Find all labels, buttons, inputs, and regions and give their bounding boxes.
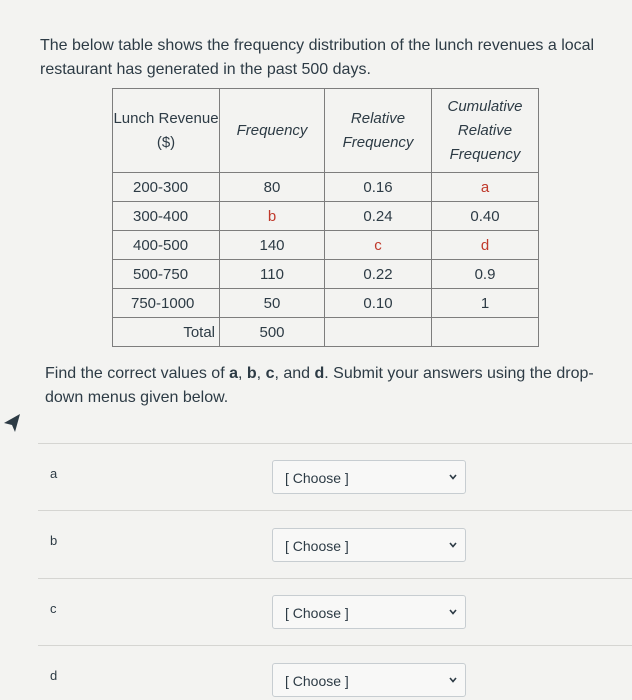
cell-frequency-b: b: [220, 202, 325, 231]
table-row: [113, 202, 539, 231]
table-row: [113, 260, 539, 289]
cell-range: 300-400: [113, 202, 220, 231]
cell-relative: 0.10: [325, 289, 432, 318]
var-a: a: [229, 365, 238, 382]
cell-range: 400-500: [113, 231, 220, 260]
intro-text: The below table shows the frequency distribution of the lunch revenues a local restaurant has generated in the past 500 days.: [40, 37, 595, 78]
dropdown-value: [ Choose ]: [285, 605, 349, 621]
cell-total-value: 500: [220, 318, 325, 347]
cell-cumulative: 0.9: [432, 260, 539, 289]
instructions-sep: ,: [256, 365, 266, 382]
frequency-table: [112, 88, 539, 347]
header-cum-line3: Frequency: [449, 145, 521, 163]
question-label-d: d: [50, 668, 58, 683]
table-row: [113, 231, 539, 260]
header-rel-line2: Frequency: [342, 133, 414, 151]
cell-range: 500-750: [113, 260, 220, 289]
header-revenue-line2: ($): [156, 133, 176, 151]
cell-frequency: 50: [220, 289, 325, 318]
cell-frequency: 80: [220, 173, 325, 202]
header-relative-frequency: [325, 89, 432, 173]
table-header-row: [113, 89, 539, 173]
header-cum-line2: Relative: [457, 121, 513, 139]
instructions-sep: , and: [274, 365, 315, 382]
cell-range: 200-300: [113, 173, 220, 202]
cell-relative: 0.16: [325, 173, 432, 202]
cell-relative-c: c: [325, 231, 432, 260]
var-c: c: [265, 365, 275, 382]
cell-empty: [432, 318, 539, 347]
instructions-sep: ,: [238, 365, 247, 382]
cell-cumulative: 1: [432, 289, 539, 318]
table-total-row: [113, 318, 539, 347]
answer-a-dropdown[interactable]: [272, 460, 466, 494]
answer-d-dropdown[interactable]: [272, 663, 466, 697]
instructions-part1: Find the correct values of: [45, 365, 230, 382]
header-lunch-revenue: [113, 89, 220, 173]
divider: [38, 443, 632, 444]
cell-total-label: Total: [113, 318, 220, 347]
mouse-cursor-icon: [2, 412, 22, 434]
instructions-part2: . Submit your answers using the drop-down menus given below.: [45, 365, 594, 406]
cell-empty: [325, 318, 432, 347]
cell-range: 750-1000: [113, 289, 220, 318]
cell-relative: 0.24: [325, 202, 432, 231]
chevron-down-icon: [447, 537, 459, 553]
dropdown-value: [ Choose ]: [285, 538, 349, 554]
table-row: [113, 289, 539, 318]
header-cum-line1: Cumulative: [447, 97, 523, 115]
answer-c-dropdown[interactable]: [272, 595, 466, 629]
divider: [38, 645, 632, 646]
divider: [38, 510, 632, 511]
cell-relative: 0.22: [325, 260, 432, 289]
question-label-c: c: [50, 601, 57, 616]
cell-cumulative: 0.40: [432, 202, 539, 231]
var-d: d: [314, 365, 325, 382]
chevron-down-icon: [447, 672, 459, 688]
answer-b-dropdown[interactable]: [272, 528, 466, 562]
header-rel-line1: Relative: [350, 109, 406, 127]
dropdown-value: [ Choose ]: [285, 470, 349, 486]
header-cumulative-relative-frequency: [432, 89, 539, 173]
cell-cumulative-a: a: [432, 173, 539, 202]
header-revenue-line1: Lunch Revenue: [113, 109, 219, 127]
chevron-down-icon: [447, 469, 459, 485]
divider: [38, 578, 632, 579]
cell-frequency: 140: [220, 231, 325, 260]
instructions-text: [45, 362, 605, 410]
header-frequency: Frequency: [220, 89, 325, 173]
var-b: b: [246, 365, 257, 382]
question-label-b: b: [50, 533, 58, 548]
question-label-a: a: [50, 466, 58, 481]
cell-cumulative-d: d: [432, 231, 539, 260]
cell-frequency: 110: [220, 260, 325, 289]
dropdown-value: [ Choose ]: [285, 673, 349, 689]
chevron-down-icon: [447, 604, 459, 620]
table-row: [113, 173, 539, 202]
